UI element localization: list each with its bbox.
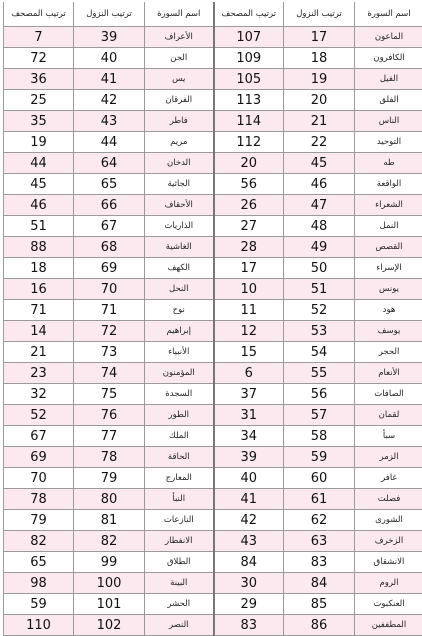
right-mushaf-order-cell: 112 xyxy=(214,132,284,153)
left-mushaf-order-cell: 82 xyxy=(4,531,74,552)
left-surah-name-cell: الذاريات xyxy=(145,216,214,237)
left-mushaf-order-cell: 16 xyxy=(4,279,74,300)
right-surah-name-cell: الانشقاق xyxy=(355,552,422,573)
right-revelation-order-cell: 63 xyxy=(284,531,355,552)
right-surah-name-cell: الصافات xyxy=(355,384,422,405)
left-surah-name-cell: البينة xyxy=(145,573,214,594)
right-surah-name-cell: لقمان xyxy=(355,405,422,426)
right-mushaf-order-cell: 105 xyxy=(214,69,284,90)
right-revelation-order-cell: 45 xyxy=(284,153,355,174)
left-surah-name-cell: النبأ xyxy=(145,489,214,510)
left-mushaf-order-cell: 14 xyxy=(4,321,74,342)
right-revelation-order-cell: 85 xyxy=(284,594,355,615)
left-surah-name-cell: إبراهيم xyxy=(145,321,214,342)
table-row xyxy=(4,363,422,384)
right-mushaf-order-cell: 114 xyxy=(214,111,284,132)
left-mushaf-order-cell: 32 xyxy=(4,384,74,405)
right-revelation-order-cell: 55 xyxy=(284,363,355,384)
left-surah-name-cell: الغاشية xyxy=(145,237,214,258)
left-surah-name-cell: الحاقة xyxy=(145,447,214,468)
right-revelation-order-cell: 61 xyxy=(284,489,355,510)
left-revelation-order-cell: 44 xyxy=(74,132,145,153)
right-surah-name-cell: الشورى xyxy=(355,510,422,531)
left-mushaf-order-cell: 23 xyxy=(4,363,74,384)
table-header-row xyxy=(4,2,422,27)
left-revelation-order-cell: 79 xyxy=(74,468,145,489)
right-mushaf-order-cell: 84 xyxy=(214,552,284,573)
left-mushaf-order-cell: 21 xyxy=(4,342,74,363)
table-row xyxy=(4,27,422,48)
right-mushaf-order-cell: 6 xyxy=(214,363,284,384)
header-left-revelation-order: ترتيب النزول xyxy=(74,2,145,27)
right-surah-name-cell: فصلت xyxy=(355,489,422,510)
header-right-surah-name: اسم السورة xyxy=(355,2,422,27)
right-revelation-order-cell: 84 xyxy=(284,573,355,594)
right-mushaf-order-cell: 39 xyxy=(214,447,284,468)
right-mushaf-order-cell: 27 xyxy=(214,216,284,237)
right-mushaf-order-cell: 17 xyxy=(214,258,284,279)
right-revelation-order-cell: 19 xyxy=(284,69,355,90)
left-surah-name-cell: السجدة xyxy=(145,384,214,405)
right-revelation-order-cell: 49 xyxy=(284,237,355,258)
right-mushaf-order-cell: 26 xyxy=(214,195,284,216)
left-surah-name-cell: يس xyxy=(145,69,214,90)
table-row xyxy=(4,69,422,90)
left-revelation-order-cell: 71 xyxy=(74,300,145,321)
left-revelation-order-cell: 69 xyxy=(74,258,145,279)
table-row xyxy=(4,174,422,195)
table-row xyxy=(4,489,422,510)
right-mushaf-order-cell: 28 xyxy=(214,237,284,258)
left-revelation-order-cell: 67 xyxy=(74,216,145,237)
table-row xyxy=(4,153,422,174)
left-revelation-order-cell: 100 xyxy=(74,573,145,594)
left-mushaf-order-cell: 69 xyxy=(4,447,74,468)
table-row xyxy=(4,531,422,552)
left-surah-name-cell: الطلاق xyxy=(145,552,214,573)
right-revelation-order-cell: 51 xyxy=(284,279,355,300)
right-surah-name-cell: الفلق xyxy=(355,90,422,111)
right-revelation-order-cell: 56 xyxy=(284,384,355,405)
right-surah-name-cell: الفيل xyxy=(355,69,422,90)
left-revelation-order-cell: 77 xyxy=(74,426,145,447)
left-mushaf-order-cell: 70 xyxy=(4,468,74,489)
right-revelation-order-cell: 60 xyxy=(284,468,355,489)
right-revelation-order-cell: 58 xyxy=(284,426,355,447)
left-surah-name-cell: الدخان xyxy=(145,153,214,174)
left-revelation-order-cell: 43 xyxy=(74,111,145,132)
right-mushaf-order-cell: 56 xyxy=(214,174,284,195)
left-revelation-order-cell: 78 xyxy=(74,447,145,468)
right-mushaf-order-cell: 113 xyxy=(214,90,284,111)
table-row xyxy=(4,90,422,111)
right-revelation-order-cell: 59 xyxy=(284,447,355,468)
left-revelation-order-cell: 81 xyxy=(74,510,145,531)
left-surah-name-cell: المعارج xyxy=(145,468,214,489)
right-surah-name-cell: الشعراء xyxy=(355,195,422,216)
left-surah-name-cell: مريم xyxy=(145,132,214,153)
header-right-mushaf-order: ترتيب المصحف xyxy=(214,2,284,27)
table-row xyxy=(4,405,422,426)
right-surah-name-cell: الزخرف xyxy=(355,531,422,552)
left-revelation-order-cell: 64 xyxy=(74,153,145,174)
left-revelation-order-cell: 66 xyxy=(74,195,145,216)
header-left-surah-name: اسم السورة xyxy=(145,2,214,27)
table-row xyxy=(4,468,422,489)
left-revelation-order-cell: 40 xyxy=(74,48,145,69)
right-revelation-order-cell: 83 xyxy=(284,552,355,573)
right-mushaf-order-cell: 42 xyxy=(214,510,284,531)
table-row xyxy=(4,258,422,279)
table-row xyxy=(4,321,422,342)
left-mushaf-order-cell: 35 xyxy=(4,111,74,132)
left-surah-name-cell: الكهف xyxy=(145,258,214,279)
right-mushaf-order-cell: 43 xyxy=(214,531,284,552)
table-row xyxy=(4,279,422,300)
right-surah-name-cell: يوسف xyxy=(355,321,422,342)
right-revelation-order-cell: 18 xyxy=(284,48,355,69)
right-surah-name-cell: القصص xyxy=(355,237,422,258)
left-revelation-order-cell: 42 xyxy=(74,90,145,111)
table-row xyxy=(4,342,422,363)
left-surah-name-cell: الفرقان xyxy=(145,90,214,111)
table-row xyxy=(4,48,422,69)
left-mushaf-order-cell: 72 xyxy=(4,48,74,69)
right-surah-name-cell: الكافرون xyxy=(355,48,422,69)
left-revelation-order-cell: 82 xyxy=(74,531,145,552)
left-surah-name-cell: الانفطار xyxy=(145,531,214,552)
right-revelation-order-cell: 17 xyxy=(284,27,355,48)
right-revelation-order-cell: 53 xyxy=(284,321,355,342)
right-surah-name-cell: النمل xyxy=(355,216,422,237)
left-mushaf-order-cell: 88 xyxy=(4,237,74,258)
table-row xyxy=(4,426,422,447)
left-mushaf-order-cell: 71 xyxy=(4,300,74,321)
left-revelation-order-cell: 39 xyxy=(74,27,145,48)
right-surah-name-cell: سبأ xyxy=(355,426,422,447)
right-revelation-order-cell: 21 xyxy=(284,111,355,132)
right-surah-name-cell: المطففين xyxy=(355,615,422,636)
right-mushaf-order-cell: 41 xyxy=(214,489,284,510)
right-surah-name-cell: طه xyxy=(355,153,422,174)
left-revelation-order-cell: 76 xyxy=(74,405,145,426)
header-right-revelation-order: ترتيب النزول xyxy=(284,2,355,27)
right-surah-name-cell: الناس xyxy=(355,111,422,132)
right-surah-name-cell: الحجر xyxy=(355,342,422,363)
left-mushaf-order-cell: 67 xyxy=(4,426,74,447)
left-revelation-order-cell: 99 xyxy=(74,552,145,573)
left-revelation-order-cell: 72 xyxy=(74,321,145,342)
table-row xyxy=(4,300,422,321)
right-surah-name-cell: الواقعة xyxy=(355,174,422,195)
left-surah-name-cell: الطور xyxy=(145,405,214,426)
table-row xyxy=(4,384,422,405)
left-mushaf-order-cell: 19 xyxy=(4,132,74,153)
left-revelation-order-cell: 70 xyxy=(74,279,145,300)
table-body xyxy=(4,27,422,636)
left-revelation-order-cell: 102 xyxy=(74,615,145,636)
right-revelation-order-cell: 62 xyxy=(284,510,355,531)
right-surah-name-cell: التوحيد xyxy=(355,132,422,153)
right-revelation-order-cell: 50 xyxy=(284,258,355,279)
left-mushaf-order-cell: 59 xyxy=(4,594,74,615)
header-left-mushaf-order: ترتيب المصحف xyxy=(4,2,74,27)
left-mushaf-order-cell: 25 xyxy=(4,90,74,111)
left-mushaf-order-cell: 44 xyxy=(4,153,74,174)
right-mushaf-order-cell: 34 xyxy=(214,426,284,447)
right-mushaf-order-cell: 10 xyxy=(214,279,284,300)
left-revelation-order-cell: 74 xyxy=(74,363,145,384)
left-revelation-order-cell: 80 xyxy=(74,489,145,510)
right-revelation-order-cell: 22 xyxy=(284,132,355,153)
right-mushaf-order-cell: 109 xyxy=(214,48,284,69)
right-revelation-order-cell: 48 xyxy=(284,216,355,237)
left-surah-name-cell: الأنبياء xyxy=(145,342,214,363)
right-mushaf-order-cell: 40 xyxy=(214,468,284,489)
left-surah-name-cell: الجن xyxy=(145,48,214,69)
table-row xyxy=(4,447,422,468)
table-row xyxy=(4,615,422,636)
left-surah-name-cell: الملك xyxy=(145,426,214,447)
right-mushaf-order-cell: 29 xyxy=(214,594,284,615)
right-surah-name-cell: غافر xyxy=(355,468,422,489)
right-surah-name-cell: الزمر xyxy=(355,447,422,468)
right-mushaf-order-cell: 37 xyxy=(214,384,284,405)
left-surah-name-cell: النصر xyxy=(145,615,214,636)
left-surah-name-cell: فاطر xyxy=(145,111,214,132)
right-mushaf-order-cell: 20 xyxy=(214,153,284,174)
left-mushaf-order-cell: 98 xyxy=(4,573,74,594)
left-mushaf-order-cell: 110 xyxy=(4,615,74,636)
left-mushaf-order-cell: 18 xyxy=(4,258,74,279)
left-revelation-order-cell: 73 xyxy=(74,342,145,363)
left-surah-name-cell: الأعراف xyxy=(145,27,214,48)
right-surah-name-cell: هود xyxy=(355,300,422,321)
right-revelation-order-cell: 57 xyxy=(284,405,355,426)
table-row xyxy=(4,195,422,216)
right-revelation-order-cell: 47 xyxy=(284,195,355,216)
left-mushaf-order-cell: 7 xyxy=(4,27,74,48)
right-revelation-order-cell: 20 xyxy=(284,90,355,111)
left-revelation-order-cell: 101 xyxy=(74,594,145,615)
table-row xyxy=(4,510,422,531)
table-row xyxy=(4,216,422,237)
left-mushaf-order-cell: 46 xyxy=(4,195,74,216)
right-revelation-order-cell: 46 xyxy=(284,174,355,195)
table-row xyxy=(4,132,422,153)
left-mushaf-order-cell: 51 xyxy=(4,216,74,237)
left-mushaf-order-cell: 45 xyxy=(4,174,74,195)
left-revelation-order-cell: 75 xyxy=(74,384,145,405)
right-surah-name-cell: الإسراء xyxy=(355,258,422,279)
table-row xyxy=(4,573,422,594)
left-mushaf-order-cell: 78 xyxy=(4,489,74,510)
right-surah-name-cell: الروم xyxy=(355,573,422,594)
right-surah-name-cell: الأنعام xyxy=(355,363,422,384)
surah-order-table xyxy=(3,2,422,636)
left-surah-name-cell: النحل xyxy=(145,279,214,300)
right-surah-name-cell: الماعون xyxy=(355,27,422,48)
right-mushaf-order-cell: 107 xyxy=(214,27,284,48)
table-row xyxy=(4,594,422,615)
left-revelation-order-cell: 68 xyxy=(74,237,145,258)
right-surah-name-cell: يونس xyxy=(355,279,422,300)
left-revelation-order-cell: 65 xyxy=(74,174,145,195)
left-surah-name-cell: النازعات xyxy=(145,510,214,531)
right-mushaf-order-cell: 30 xyxy=(214,573,284,594)
left-revelation-order-cell: 41 xyxy=(74,69,145,90)
right-mushaf-order-cell: 12 xyxy=(214,321,284,342)
left-surah-name-cell: الأحقاف xyxy=(145,195,214,216)
left-surah-name-cell: الحشر xyxy=(145,594,214,615)
right-revelation-order-cell: 86 xyxy=(284,615,355,636)
left-mushaf-order-cell: 79 xyxy=(4,510,74,531)
right-mushaf-order-cell: 31 xyxy=(214,405,284,426)
left-mushaf-order-cell: 65 xyxy=(4,552,74,573)
table-row xyxy=(4,111,422,132)
right-surah-name-cell: العنكبوت xyxy=(355,594,422,615)
table-row xyxy=(4,552,422,573)
right-revelation-order-cell: 54 xyxy=(284,342,355,363)
right-revelation-order-cell: 52 xyxy=(284,300,355,321)
left-surah-name-cell: المؤمنون xyxy=(145,363,214,384)
right-mushaf-order-cell: 11 xyxy=(214,300,284,321)
right-mushaf-order-cell: 83 xyxy=(214,615,284,636)
table-row xyxy=(4,237,422,258)
left-mushaf-order-cell: 52 xyxy=(4,405,74,426)
left-surah-name-cell: نوح xyxy=(145,300,214,321)
left-mushaf-order-cell: 36 xyxy=(4,69,74,90)
right-mushaf-order-cell: 15 xyxy=(214,342,284,363)
left-surah-name-cell: الجاثية xyxy=(145,174,214,195)
